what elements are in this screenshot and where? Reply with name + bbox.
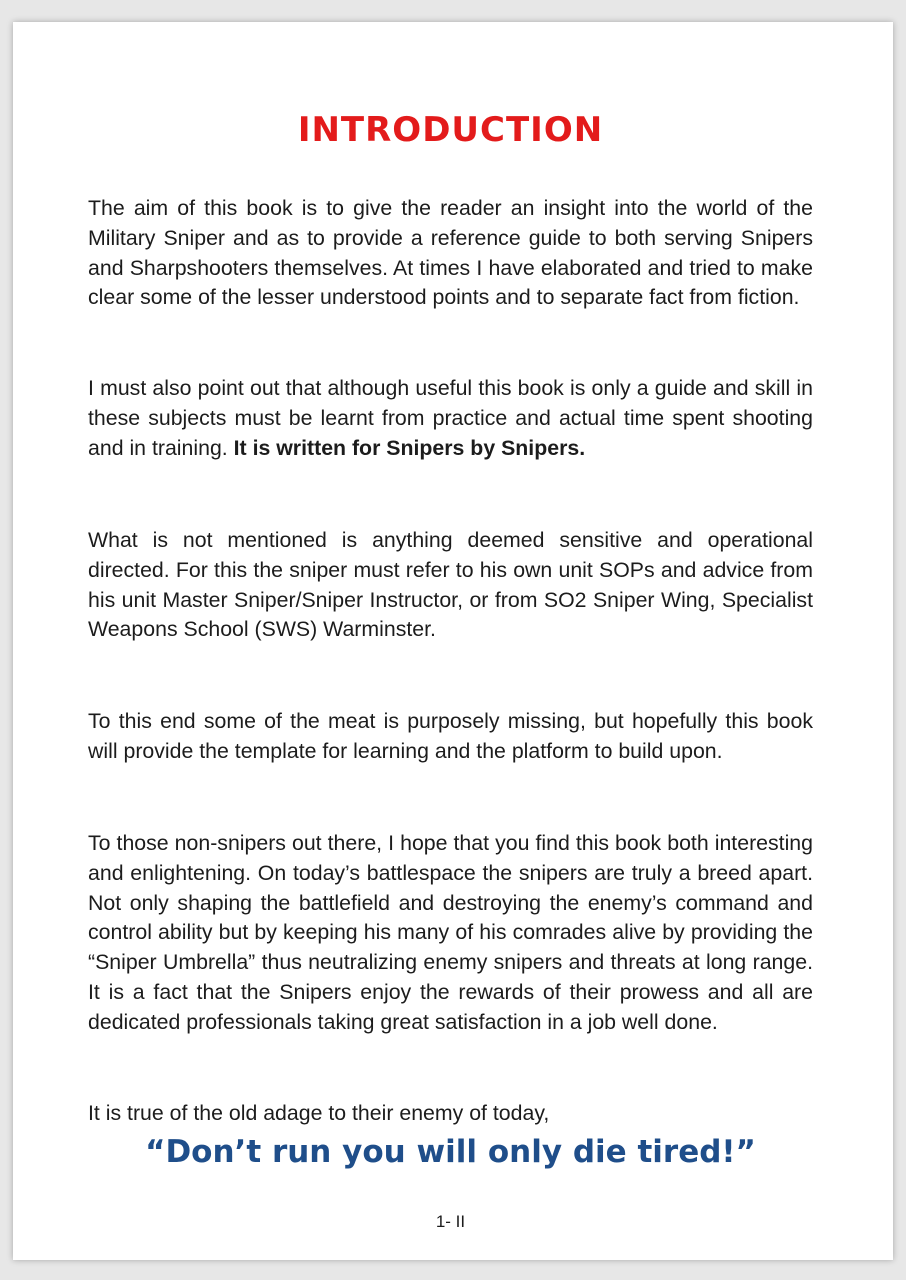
page-title: INTRODUCTION	[297, 110, 604, 150]
paragraph-guide-text: I must also point out that although useful this book is only a guide and skill in these subjects must be learnt from practice and actual time spent shooting and in training.	[88, 376, 813, 460]
paragraph-aim: The aim of this book is to give the reader an insight into the world of the Military Sniper and as to provide a reference guide to both serving Snipers and Sharpshooters themselves. At times I have elaborated and tried to make clear some of the lesser understood points and to separate fact from fiction.	[88, 196, 813, 310]
document-page	[13, 22, 893, 1260]
paragraph-non-snipers: To those non-snipers out there, I hope that you find this book both interesting and enlightening. On today’s battlespace the snipers are truly a breed apart. Not only shaping the battlefield and destroying the enemy’s command and control ability but by keeping his many of his comrades alive by providing the “Sniper Umbrella” thus neutralizing enemy snipers and threats at long range. It is a fact that the Snipers enjoy the rewards of their prowess and all are dedicated professionals taking great satisfaction in a job well done.	[88, 831, 813, 1034]
page-number: 1- II	[435, 1212, 466, 1231]
paragraph-adage: It is true of the old adage to their enemy of today,	[88, 1101, 550, 1125]
paragraph-guide	[88, 374, 813, 463]
paragraph-missing: To this end some of the meat is purposely missing, but hopefully this book will provide the template for learning and the platform to build upon.	[88, 709, 813, 763]
closing-quote: “Don’t run you will only die tired!”	[145, 1134, 756, 1170]
paragraph-not-mentioned: What is not mentioned is anything deemed sensitive and operational directed. For this the sniper must refer to his own unit SOPs and advice from his unit Master Sniper/Sniper Instructor, or from SO2 Sniper Wing, Specialist Weapons School (SWS) Warminster.	[88, 528, 813, 642]
paragraph-guide-bold: It is written for Snipers by Snipers.	[233, 435, 586, 460]
